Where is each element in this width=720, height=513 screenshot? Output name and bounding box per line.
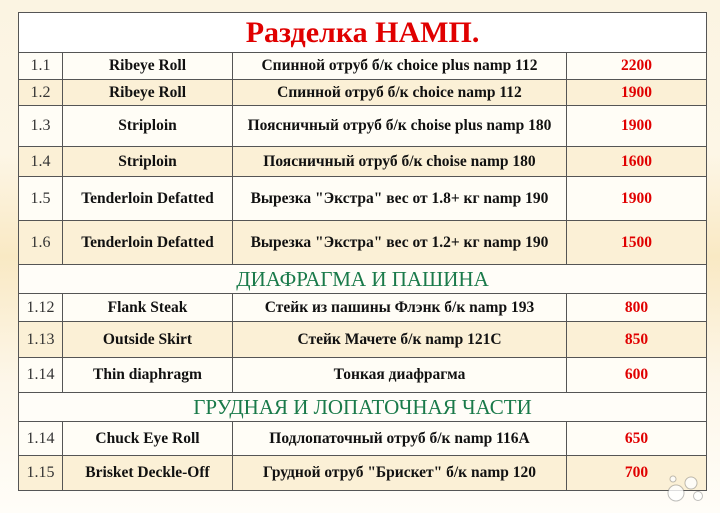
table-row [19,322,707,358]
item-name: Striploin [63,106,233,147]
item-description: Спинной отруб б/к choice plus namp 112 [233,53,567,80]
item-name: Chuck Eye Roll [63,422,233,456]
item-name: Brisket Deckle-Off [63,456,233,491]
item-description: Спинной отруб б/к choice namp 112 [233,80,567,106]
item-name: Tenderloin Defatted [63,221,233,265]
item-price: 700 [567,456,707,491]
item-description: Вырезка "Экстра" вес от 1.2+ кг namp 190 [233,221,567,265]
item-price: 600 [567,358,707,393]
item-description: Стейк из пашины Флэнк б/к namp 193 [233,294,567,322]
item-description: Поясничный отруб б/к choise namp 180 [233,147,567,177]
section-title: ДИАФРАГМА И ПАШИНА [19,265,707,294]
item-name: Outside Skirt [63,322,233,358]
item-price: 650 [567,422,707,456]
title-row [19,13,707,53]
item-name: Thin diaphragm [63,358,233,393]
table-row [19,177,707,221]
item-price: 1900 [567,177,707,221]
item-description: Подлопаточный отруб б/к namp 116A [233,422,567,456]
section-header-row [19,265,707,294]
table-row [19,294,707,322]
item-price: 850 [567,322,707,358]
table-row [19,80,707,106]
item-name: Ribeye Roll [63,80,233,106]
item-number: 1.4 [19,147,63,177]
item-name: Flank Steak [63,294,233,322]
table-row [19,53,707,80]
item-description: Стейк Мачете б/к namp 121C [233,322,567,358]
item-name: Ribeye Roll [63,53,233,80]
table-row [19,456,707,491]
item-description: Поясничный отруб б/к choise plus namp 180 [233,106,567,147]
item-number: 1.6 [19,221,63,265]
item-number: 1.13 [19,322,63,358]
item-name: Striploin [63,147,233,177]
table-row [19,358,707,393]
item-description: Грудной отруб "Брискет" б/к namp 120 [233,456,567,491]
item-price: 800 [567,294,707,322]
item-price: 1500 [567,221,707,265]
item-description: Тонкая диафрагма [233,358,567,393]
table-row [19,221,707,265]
table-row [19,422,707,456]
item-number: 1.15 [19,456,63,491]
item-number: 1.3 [19,106,63,147]
item-price: 1600 [567,147,707,177]
item-price: 2200 [567,53,707,80]
table-row [19,106,707,147]
item-number: 1.12 [19,294,63,322]
item-name: Tenderloin Defatted [63,177,233,221]
item-description: Вырезка "Экстра" вес от 1.8+ кг namp 190 [233,177,567,221]
item-price: 1900 [567,80,707,106]
item-number: 1.14 [19,422,63,456]
section-header-row [19,393,707,422]
item-number: 1.2 [19,80,63,106]
table-row [19,147,707,177]
price-table [18,12,707,491]
page-title: Разделка НАМП. [19,13,707,53]
item-number: 1.14 [19,358,63,393]
item-price: 1900 [567,106,707,147]
section-title: ГРУДНАЯ И ЛОПАТОЧНАЯ ЧАСТИ [19,393,707,422]
item-number: 1.1 [19,53,63,80]
item-number: 1.5 [19,177,63,221]
